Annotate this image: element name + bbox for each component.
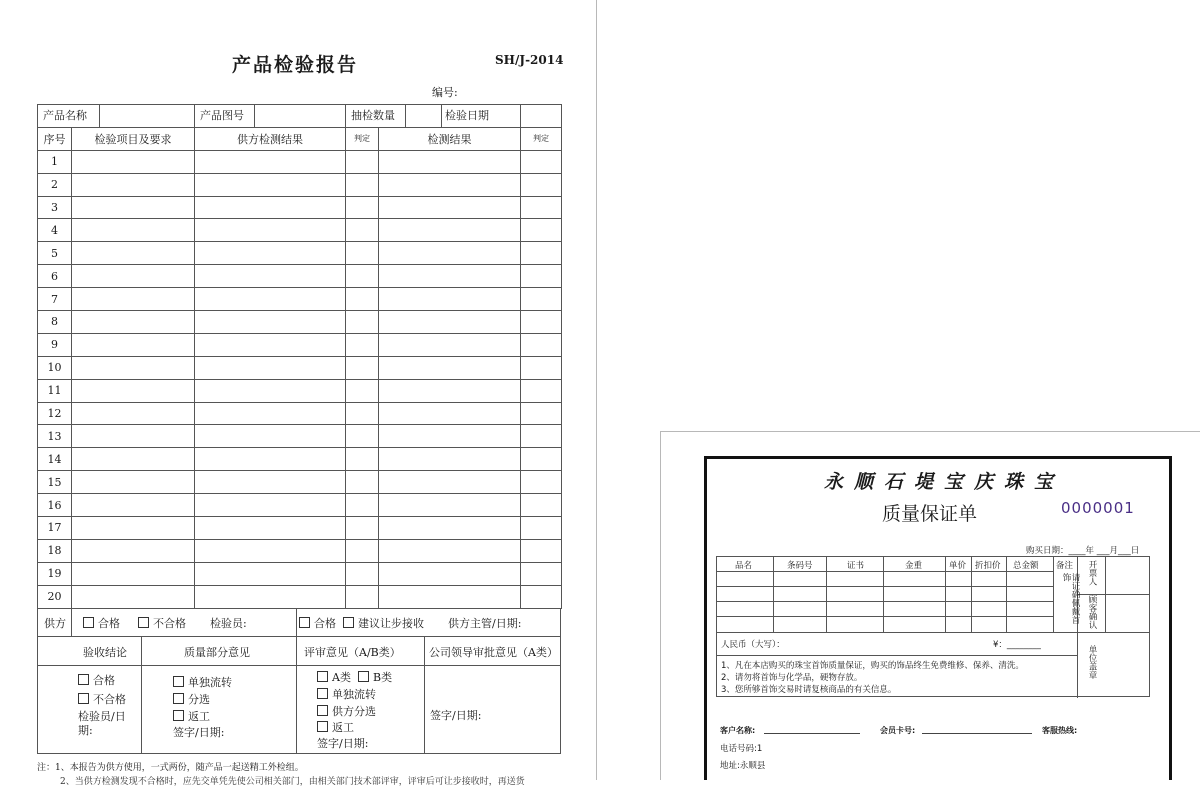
- supplier-pass-label: 合格: [98, 617, 120, 630]
- row-judge1-cell[interactable]: [346, 173, 379, 196]
- row-judge2-cell[interactable]: [521, 219, 562, 242]
- row-judge1-cell[interactable]: [346, 402, 379, 425]
- inspection-table: [37, 104, 562, 609]
- row-test-result-cell[interactable]: [379, 517, 521, 540]
- row-item-cell[interactable]: [72, 425, 195, 448]
- report-note-1: 注：1、本报告为供方使用，一式两份，随产品一起送精工外检组。: [37, 763, 304, 773]
- card-serial-number: 0000001: [1061, 499, 1135, 517]
- row-item-cell[interactable]: [72, 173, 195, 196]
- leader-header: 公司领导审批意见（A类）: [429, 646, 558, 659]
- row-item-cell[interactable]: [72, 242, 195, 265]
- row-item-cell[interactable]: [72, 585, 195, 608]
- quality-sign-label: 签字/日期:: [173, 726, 225, 739]
- report-code: SH/J-2014: [495, 53, 564, 67]
- product-drawing-label: 产品图号: [195, 105, 255, 127]
- table-row: [38, 173, 562, 196]
- purchase-date-label: 购买日期：____年 ___月___日: [1026, 546, 1140, 556]
- row-judge2-cell[interactable]: [521, 150, 562, 173]
- row-supplier-result-cell[interactable]: [195, 402, 346, 425]
- row-test-result-cell[interactable]: [379, 288, 521, 311]
- row-judge2-cell[interactable]: [521, 402, 562, 425]
- review-opt3-label: 返工: [332, 721, 354, 734]
- approval-section: [37, 608, 561, 754]
- row-supplier-result-cell[interactable]: [195, 265, 346, 288]
- col-discount-price: 折扣价: [975, 561, 1001, 571]
- opinion-header-row: [38, 637, 560, 666]
- row-number: 15: [38, 471, 72, 494]
- suggest-accept-label: 建议让步接收: [358, 617, 424, 630]
- row-judge1-cell[interactable]: [346, 196, 379, 219]
- rmb-yen-field: ¥：________: [993, 640, 1041, 650]
- row-judge1-cell[interactable]: [346, 562, 379, 585]
- col-product-name: 品名: [735, 561, 753, 571]
- leader-sign-label: 签字/日期:: [430, 709, 482, 722]
- row-test-result-cell[interactable]: [379, 356, 521, 379]
- row-test-result-cell[interactable]: [379, 219, 521, 242]
- address-line: 地址:永顺县: [720, 761, 766, 771]
- sample-qty-label: 抽检数量: [346, 105, 406, 127]
- review-sign-label: 签字/日期:: [317, 737, 369, 750]
- header-row: [38, 127, 562, 150]
- row-judge2-cell[interactable]: [521, 539, 562, 562]
- row-judge1-cell[interactable]: [346, 471, 379, 494]
- accept-inspector-label: 检验员/日: [78, 710, 126, 723]
- row-test-result-cell[interactable]: [379, 196, 521, 219]
- col-judge1-header: 判定: [346, 127, 379, 150]
- warranty-term-2: 2、请勿将首饰与化学品，硬物存放。: [721, 673, 863, 683]
- table-row: [38, 333, 562, 356]
- inspection-report-page: [0, 0, 597, 787]
- row-supplier-result-cell[interactable]: [195, 356, 346, 379]
- row-supplier-result-cell[interactable]: [195, 173, 346, 196]
- row-supplier-result-cell[interactable]: [195, 425, 346, 448]
- row-item-cell[interactable]: [72, 562, 195, 585]
- supplier-row: [38, 608, 560, 637]
- row-number: 12: [38, 402, 72, 425]
- product-name-label: 产品名称: [38, 105, 100, 127]
- row-judge1-cell[interactable]: [346, 356, 379, 379]
- quality-opt1-label: 单独流转: [188, 676, 232, 689]
- row-test-result-cell[interactable]: [379, 585, 521, 608]
- card-title: 质量保证单: [882, 503, 978, 525]
- table-row: [38, 585, 562, 608]
- row-number: 10: [38, 356, 72, 379]
- accept-pass-label: 合格: [93, 674, 115, 687]
- row-judge1-cell[interactable]: [346, 448, 379, 471]
- supplier-fail-label: 不合格: [153, 617, 186, 630]
- suggest-accept-checkbox[interactable]: [343, 617, 354, 628]
- row-item-cell[interactable]: [72, 517, 195, 540]
- row-item-cell[interactable]: [72, 150, 195, 173]
- row-supplier-result-cell[interactable]: [195, 494, 346, 517]
- row-judge1-cell[interactable]: [346, 379, 379, 402]
- review-b-checkbox[interactable]: [358, 671, 369, 682]
- col-barcode: 条码号: [787, 561, 813, 571]
- row-judge2-cell[interactable]: [521, 517, 562, 540]
- warranty-term-3: 3、您所够首饰交易时请复核商品的有关信息。: [721, 685, 897, 695]
- table-row: [38, 150, 562, 173]
- row-supplier-result-cell[interactable]: [195, 562, 346, 585]
- row-number: 9: [38, 333, 72, 356]
- supplier-pass2-checkbox[interactable]: [299, 617, 310, 628]
- col-remarks: 备注: [1056, 561, 1074, 571]
- row-judge1-cell[interactable]: [346, 242, 379, 265]
- row-judge2-cell[interactable]: [521, 585, 562, 608]
- row-judge1-cell[interactable]: [346, 539, 379, 562]
- row-supplier-result-cell[interactable]: [195, 539, 346, 562]
- row-judge2-cell[interactable]: [521, 448, 562, 471]
- row-judge2-cell[interactable]: [521, 288, 562, 311]
- table-row: [38, 517, 562, 540]
- row-judge2-cell[interactable]: [521, 379, 562, 402]
- row-item-cell[interactable]: [72, 196, 195, 219]
- row-item-cell[interactable]: [72, 448, 195, 471]
- row-test-result-cell[interactable]: [379, 425, 521, 448]
- row-item-cell[interactable]: [72, 219, 195, 242]
- supplier-label: 供方: [44, 617, 66, 630]
- col-test-result-header: 检测结果: [379, 127, 521, 150]
- row-judge2-cell[interactable]: [521, 562, 562, 585]
- row-number: 1: [38, 150, 72, 173]
- table-row: [38, 562, 562, 585]
- quality-opt1-checkbox[interactable]: [173, 676, 184, 687]
- review-opt1-checkbox[interactable]: [317, 688, 328, 699]
- inspect-date-label: 检验日期: [445, 109, 489, 122]
- unit-stamp-vertical: 单位盖章: [1087, 645, 1097, 679]
- row-supplier-result-cell[interactable]: [195, 150, 346, 173]
- row-test-result-cell[interactable]: [379, 173, 521, 196]
- review-opt3-checkbox[interactable]: [317, 721, 328, 732]
- phone-number: 电话号码:1: [720, 744, 763, 754]
- col-certificate: 证书: [847, 561, 865, 571]
- review-opt1-label: 单独流转: [332, 688, 376, 701]
- col-no-header: 序号: [38, 127, 72, 150]
- row-supplier-result-cell[interactable]: [195, 585, 346, 608]
- member-card-field[interactable]: [922, 733, 1032, 734]
- row-item-cell[interactable]: [72, 333, 195, 356]
- review-opt2-label: 供方分选: [332, 705, 376, 718]
- col-judge2-header: 判定: [521, 127, 562, 150]
- customer-confirm-vertical: 顾客确认: [1087, 595, 1097, 629]
- table-row: [38, 265, 562, 288]
- row-test-result-cell[interactable]: [379, 311, 521, 334]
- supplier-fail-checkbox[interactable]: [138, 617, 149, 628]
- row-item-cell[interactable]: [72, 379, 195, 402]
- row-judge2-cell[interactable]: [521, 242, 562, 265]
- quality-header: 质量部分意见: [184, 646, 250, 659]
- row-judge2-cell[interactable]: [521, 333, 562, 356]
- review-b-label: B类: [373, 671, 393, 684]
- info-row: [38, 105, 562, 128]
- row-test-result-cell[interactable]: [379, 402, 521, 425]
- row-supplier-result-cell[interactable]: [195, 311, 346, 334]
- table-row: [38, 242, 562, 265]
- member-card-label: 会员卡号:: [880, 726, 916, 735]
- row-judge1-cell[interactable]: [346, 333, 379, 356]
- table-row: [38, 402, 562, 425]
- row-number: 7: [38, 288, 72, 311]
- review-a-label: A类: [332, 671, 351, 684]
- row-judge2-cell[interactable]: [521, 173, 562, 196]
- row-item-cell[interactable]: [72, 311, 195, 334]
- warranty-term-1: 1、凡在本店购买的珠宝首饰质量保证，购买的饰品终生免费维修、保养、清洗。: [721, 661, 1024, 671]
- row-number: 8: [38, 311, 72, 334]
- table-row: [38, 471, 562, 494]
- row-test-result-cell[interactable]: [379, 539, 521, 562]
- customer-name-label: 客户名称:: [720, 726, 756, 735]
- row-test-result-cell[interactable]: [379, 562, 521, 585]
- report-note-2: 2、当供方检测发现不合格时，应先交单凭先使公司相关部门，由相关部门技术部评审，评审后可让步接收时，再送货: [60, 777, 525, 787]
- row-judge2-cell[interactable]: [521, 425, 562, 448]
- row-supplier-result-cell[interactable]: [195, 379, 346, 402]
- row-number: 20: [38, 585, 72, 608]
- row-test-result-cell[interactable]: [379, 242, 521, 265]
- col-gold-weight: 金重: [905, 561, 923, 571]
- row-number: 18: [38, 539, 72, 562]
- accept-fail-checkbox[interactable]: [78, 693, 89, 704]
- row-judge1-cell[interactable]: [346, 585, 379, 608]
- row-test-result-cell[interactable]: [379, 494, 521, 517]
- accept-inspector-label-2: 期:: [78, 724, 93, 737]
- row-item-cell[interactable]: [72, 356, 195, 379]
- row-judge2-cell[interactable]: [521, 265, 562, 288]
- inspect-date-field[interactable]: [521, 105, 562, 128]
- row-number: 19: [38, 562, 72, 585]
- row-item-cell[interactable]: [72, 539, 195, 562]
- row-judge1-cell[interactable]: [346, 288, 379, 311]
- row-number: 5: [38, 242, 72, 265]
- row-test-result-cell[interactable]: [379, 265, 521, 288]
- table-row: [38, 494, 562, 517]
- row-judge1-cell[interactable]: [346, 494, 379, 517]
- row-judge1-cell[interactable]: [346, 150, 379, 173]
- row-judge2-cell[interactable]: [521, 471, 562, 494]
- table-row: [38, 288, 562, 311]
- warranty-table: [716, 556, 1150, 697]
- col-supplier-result-header: 供方检测结果: [195, 127, 346, 150]
- row-judge1-cell[interactable]: [346, 265, 379, 288]
- row-test-result-cell[interactable]: [379, 379, 521, 402]
- sample-qty-field[interactable]: [406, 105, 442, 127]
- row-supplier-result-cell[interactable]: [195, 288, 346, 311]
- row-number: 13: [38, 425, 72, 448]
- row-number: 6: [38, 265, 72, 288]
- row-item-cell[interactable]: [72, 471, 195, 494]
- row-item-cell[interactable]: [72, 494, 195, 517]
- review-header: 评审意见（A/B类）: [304, 646, 401, 659]
- row-number: 3: [38, 196, 72, 219]
- serial-label: 编号:: [432, 86, 458, 99]
- table-row: [38, 425, 562, 448]
- row-number: 16: [38, 494, 72, 517]
- issuer-label-vertical: 开票人: [1087, 560, 1097, 586]
- row-supplier-result-cell[interactable]: [195, 219, 346, 242]
- quality-opt2-label: 分选: [188, 693, 210, 706]
- accept-pass-checkbox[interactable]: [78, 674, 89, 685]
- table-row: [38, 539, 562, 562]
- table-row: [38, 219, 562, 242]
- row-judge1-cell[interactable]: [346, 219, 379, 242]
- review-a-checkbox[interactable]: [317, 671, 328, 682]
- acceptance-header: 验收结论: [83, 646, 127, 659]
- table-row: [38, 448, 562, 471]
- accept-fail-label: 不合格: [93, 693, 126, 706]
- row-supplier-result-cell[interactable]: [195, 448, 346, 471]
- product-drawing-field[interactable]: [255, 105, 345, 127]
- table-row: [38, 379, 562, 402]
- supplier-inspector-label: 检验员:: [210, 617, 247, 630]
- row-item-cell[interactable]: [72, 288, 195, 311]
- row-item-cell[interactable]: [72, 265, 195, 288]
- row-number: 4: [38, 219, 72, 242]
- row-test-result-cell[interactable]: [379, 471, 521, 494]
- col-unit-price: 单价: [949, 561, 967, 571]
- row-judge1-cell[interactable]: [346, 311, 379, 334]
- rmb-uppercase-label: 人民币（大写）：: [721, 640, 785, 650]
- row-judge2-cell[interactable]: [521, 494, 562, 517]
- row-supplier-result-cell[interactable]: [195, 196, 346, 219]
- opinion-body-row: [38, 666, 560, 753]
- quality-opt2-checkbox[interactable]: [173, 693, 184, 704]
- row-judge2-cell[interactable]: [521, 356, 562, 379]
- row-number: 17: [38, 517, 72, 540]
- row-judge2-cell[interactable]: [521, 196, 562, 219]
- product-name-field[interactable]: [100, 105, 194, 127]
- row-number: 11: [38, 379, 72, 402]
- row-judge2-cell[interactable]: [521, 311, 562, 334]
- table-row: [38, 196, 562, 219]
- customer-name-field[interactable]: [764, 733, 860, 734]
- report-title: 产品检验报告: [232, 54, 359, 76]
- supplier-manager-label: 供方主管/日期:: [448, 617, 522, 630]
- table-row: [38, 356, 562, 379]
- row-supplier-result-cell[interactable]: [195, 242, 346, 265]
- quality-opt3-checkbox[interactable]: [173, 710, 184, 721]
- supplier-pass2-label: 合格: [314, 617, 336, 630]
- row-judge1-cell[interactable]: [346, 517, 379, 540]
- row-test-result-cell[interactable]: [379, 448, 521, 471]
- row-test-result-cell[interactable]: [379, 150, 521, 173]
- row-test-result-cell[interactable]: [379, 333, 521, 356]
- col-item-header: 检验项目及要求: [72, 127, 195, 150]
- verify-note-vertical: 请证确佩戴首饰: [1061, 573, 1080, 624]
- row-number: 2: [38, 173, 72, 196]
- row-supplier-result-cell[interactable]: [195, 333, 346, 356]
- row-item-cell[interactable]: [72, 402, 195, 425]
- row-judge1-cell[interactable]: [346, 425, 379, 448]
- hotline-label: 客服热线:: [1042, 726, 1078, 735]
- brand-name: 永顺石堤宝庆珠宝: [824, 471, 1065, 493]
- table-row: [38, 311, 562, 334]
- review-opt2-checkbox[interactable]: [317, 705, 328, 716]
- row-number: 14: [38, 448, 72, 471]
- quality-opt3-label: 返工: [188, 710, 210, 723]
- row-supplier-result-cell[interactable]: [195, 517, 346, 540]
- row-supplier-result-cell[interactable]: [195, 471, 346, 494]
- col-total-amount: 总金额: [1013, 561, 1039, 571]
- supplier-pass-checkbox[interactable]: [83, 617, 94, 628]
